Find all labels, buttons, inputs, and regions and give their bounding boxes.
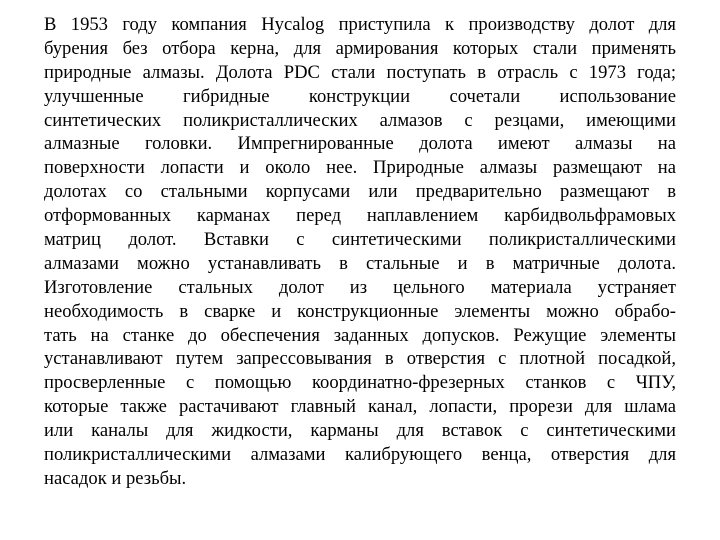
text-line: устанавливают путем запрессовывания в отверстия с плотной посадкой,: [44, 348, 676, 370]
text-line: тать на станке до обеспечения заданных допусков. Режущие элементы: [44, 324, 676, 346]
text-line: матриц долот. Вставки с синтетическими поликристаллическими: [44, 229, 676, 251]
text-line: поликристаллическими алмазами калибрующего венца, отверстия для: [44, 444, 676, 466]
text-line: отформованных карманах перед наплавлением карбидвольфрамовых: [44, 205, 676, 227]
text-line: или каналы для жидкости, карманы для вставок с синтетическими: [44, 420, 676, 442]
body-text: [44, 13, 676, 491]
text-line: просверленные с помощью координатно-фрезерных станков с ЧПУ,: [44, 372, 676, 394]
text-line: необходимость в сварке и конструкционные элементы можно обрабо-: [44, 300, 676, 322]
text-line-last: насадок и резьбы.: [44, 467, 187, 489]
text-line: алмазами можно устанавливать в стальные и в матричные долота.: [44, 252, 676, 274]
text-line: алмазные головки. Импрегнированные долота имеют алмазы на: [44, 133, 676, 155]
text-line: Изготовление стальных долот из цельного материала устраняет: [44, 276, 676, 298]
text-line: природные алмазы. Долота PDC стали поступать в отрасль с 1973 года;: [44, 61, 676, 83]
text-line: В 1953 году компания Hycalog приступила к производству долот для: [44, 14, 676, 35]
text-line: долотах со стальными корпусами или предварительно размещают в: [44, 181, 676, 203]
text-line: синтетических поликристаллических алмазов с резцами, имеющими: [44, 109, 676, 131]
text-line: поверхности лопасти и около нее. Природные алмазы размещают на: [44, 157, 676, 179]
text-line: бурения без отбора керна, для армирования которых стали применять: [44, 37, 676, 59]
text-line: которые также растачивают главный канал, лопасти, прорези для шлама: [44, 396, 676, 418]
text-line: улучшенные гибридные конструкции сочетали использование: [44, 85, 676, 107]
